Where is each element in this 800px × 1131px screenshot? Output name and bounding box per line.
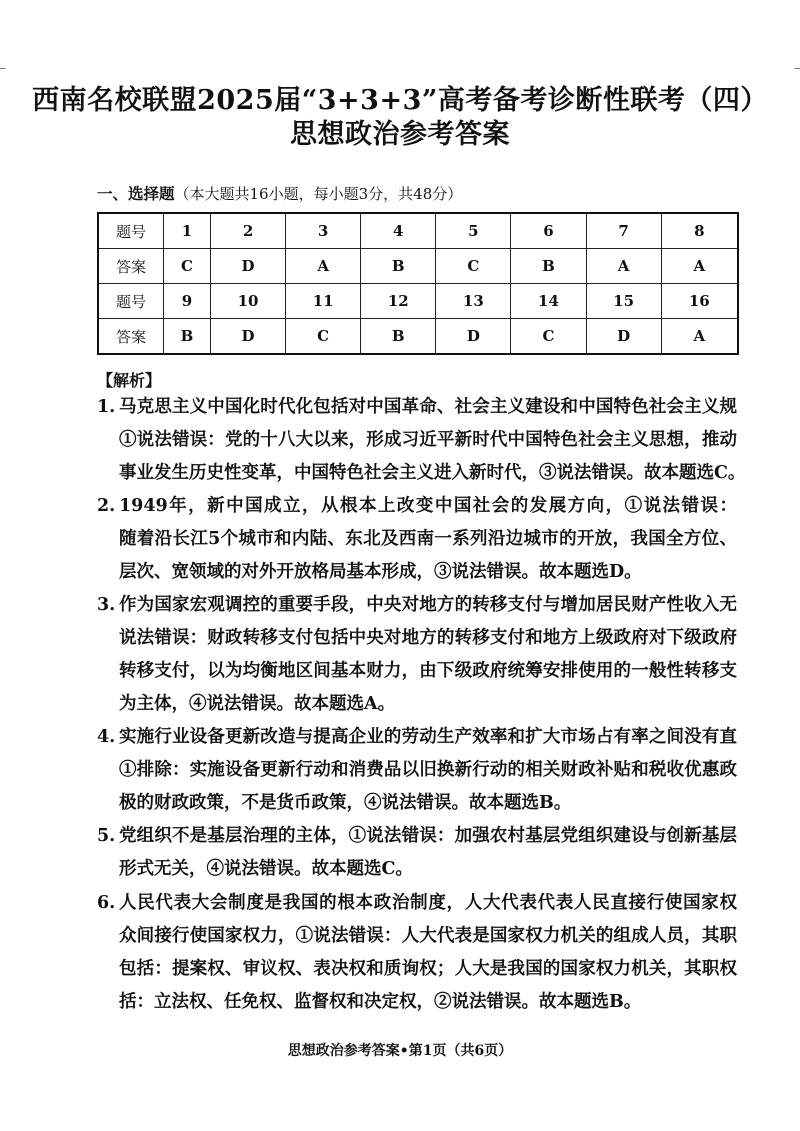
line-text: 作为国家宏观调控的重要手段，中央对地方的转移支付与增加居民财产性收入无: [119, 595, 737, 615]
line-text: 说法错误：财政转移支付包括中央对地方的转移支付和地方上级政府对下级政府: [119, 628, 737, 648]
table-cell: 14: [511, 284, 586, 319]
analysis-line: [97, 622, 737, 655]
analysis-line: [97, 920, 737, 953]
table-cell: C: [164, 249, 211, 284]
table-cell: A: [661, 249, 738, 284]
analysis-line: [97, 391, 737, 424]
table-cell: C: [436, 249, 511, 284]
analysis-line: [97, 953, 737, 986]
analysis-item: [97, 589, 737, 721]
table-cell: A: [586, 249, 661, 284]
table-cell: 13: [436, 284, 511, 319]
analysis-line: [97, 853, 737, 886]
analysis-line: [97, 457, 746, 490]
item-number: 2.: [97, 496, 116, 516]
analysis-line: [97, 523, 737, 556]
item-number: 5.: [97, 826, 116, 846]
line-text: 转移支付，以为均衡地区间基本财力，由下级政府统筹安排使用的一般性转移支: [119, 661, 737, 681]
row-header: 答案: [98, 319, 164, 355]
analysis-line: [97, 986, 737, 1019]
table-cell: A: [661, 319, 738, 355]
table-cell: 2: [210, 213, 285, 249]
line-text: 人民代表大会制度是我国的根本政治制度，人大代表代表人民直接行使国家权: [119, 893, 737, 913]
item-number: 4.: [97, 727, 116, 747]
table-cell: C: [511, 319, 586, 355]
line-text: 马克思主义中国化时代化包括对中国革命、社会主义建设和中国特色社会主义规: [119, 397, 737, 417]
table-cell: B: [361, 319, 436, 355]
page-footer: 思想政治参考答案•第1页（共6页）: [287, 1043, 513, 1059]
line-text: 为主体，④说法错误。故本题选A。: [119, 694, 396, 714]
section-note: （本大题共16小题，每小题3分，共48分）: [174, 185, 463, 203]
table-row: [98, 213, 738, 249]
analysis-line: [97, 787, 737, 820]
margin-mark: [0, 68, 6, 69]
row-header: 题号: [98, 284, 164, 319]
line-text: ①排除：实施设备更新行动和消费品以旧换新行动的相关财政补贴和税收优惠政: [119, 760, 737, 780]
analysis-item: [97, 490, 737, 589]
line-text: 众间接行使国家权力，①说法错误：人大代表是国家权力机关的组成人员，其职: [119, 926, 737, 946]
table-cell: D: [436, 319, 511, 355]
row-header: 答案: [98, 249, 164, 284]
line-text: 党组织不是基层治理的主体，①说法错误：加强农村基层党组织建设与创新基层: [119, 826, 737, 846]
table-cell: B: [361, 249, 436, 284]
table-cell: B: [511, 249, 586, 284]
table-cell: 3: [286, 213, 361, 249]
item-number: 6.: [97, 893, 116, 913]
table-cell: 5: [436, 213, 511, 249]
row-header: 题号: [98, 213, 164, 249]
line-text: 括：立法权、任免权、监督权和决定权，②说法错误。故本题选B。: [119, 992, 642, 1012]
section-label: 一、选择题: [97, 184, 175, 203]
table-cell: D: [586, 319, 661, 355]
analysis-label: 【解析】: [97, 371, 162, 390]
line-text: 事业发生历史性变革，中国特色社会主义进入新时代，③说法错误。故本题选C。: [119, 463, 746, 483]
item-number: 1.: [97, 397, 116, 417]
analysis-line: [97, 754, 737, 787]
line-text: 1949年，新中国成立，从根本上改变中国社会的发展方向，①说法错误：: [119, 496, 737, 516]
table-cell: D: [210, 319, 285, 355]
table-cell: B: [164, 319, 211, 355]
doc-subtitle: 思想政治参考答案: [290, 119, 510, 150]
analysis-line: [97, 721, 737, 754]
line-text: 实施行业设备更新改造与提高企业的劳动生产效率和扩大市场占有率之间没有直: [119, 727, 737, 747]
table-cell: D: [210, 249, 285, 284]
line-text: 极的财政政策，不是货币政策，④说法错误。故本题选B。: [119, 793, 572, 813]
section-heading: [97, 182, 462, 204]
analysis-line: [97, 887, 737, 920]
line-text: 包括：提案权、审议权、表决权和质询权；人大是我国的国家权力机关，其职权: [119, 959, 737, 979]
doc-title: 西南名校联盟2025届“3+3+3”高考备考诊断性联考（四）: [32, 85, 768, 116]
table-row: [98, 284, 738, 319]
line-text: ①说法错误：党的十八大以来，形成习近平新时代中国特色社会主义思想，推动: [119, 430, 737, 450]
analysis-line: [97, 688, 737, 721]
analysis-line: [97, 820, 737, 853]
line-text: 形式无关，④说法错误。故本题选C。: [119, 859, 413, 879]
table-cell: 9: [164, 284, 211, 319]
analysis-line: [97, 556, 737, 589]
analysis-item: [97, 391, 746, 490]
analysis-item: [97, 820, 737, 886]
table-cell: 1: [164, 213, 211, 249]
table-cell: A: [286, 249, 361, 284]
answer-table: [97, 212, 739, 355]
table-cell: 12: [361, 284, 436, 319]
table-cell: 4: [361, 213, 436, 249]
line-text: 层次、宽领域的对外开放格局基本形成，③说法错误。故本题选D。: [119, 562, 642, 582]
analysis-item: [97, 721, 737, 820]
analysis-line: [97, 589, 737, 622]
analysis-line: [97, 655, 737, 688]
table-cell: 11: [286, 284, 361, 319]
table-row: [98, 319, 738, 355]
analysis-line: [97, 424, 737, 457]
table-cell: 10: [210, 284, 285, 319]
line-text: 随着沿长江5个城市和内陆、东北及西南一系列沿边城市的开放，我国全方位、: [119, 529, 737, 549]
analysis-line: [97, 490, 737, 523]
table-cell: C: [286, 319, 361, 355]
table-cell: 6: [511, 213, 586, 249]
table-cell: 15: [586, 284, 661, 319]
analysis-item: [97, 887, 737, 1019]
table-cell: 8: [661, 213, 738, 249]
table-row: [98, 249, 738, 284]
table-cell: 16: [661, 284, 738, 319]
item-number: 3.: [97, 595, 116, 615]
margin-mark: [794, 68, 800, 69]
table-cell: 7: [586, 213, 661, 249]
